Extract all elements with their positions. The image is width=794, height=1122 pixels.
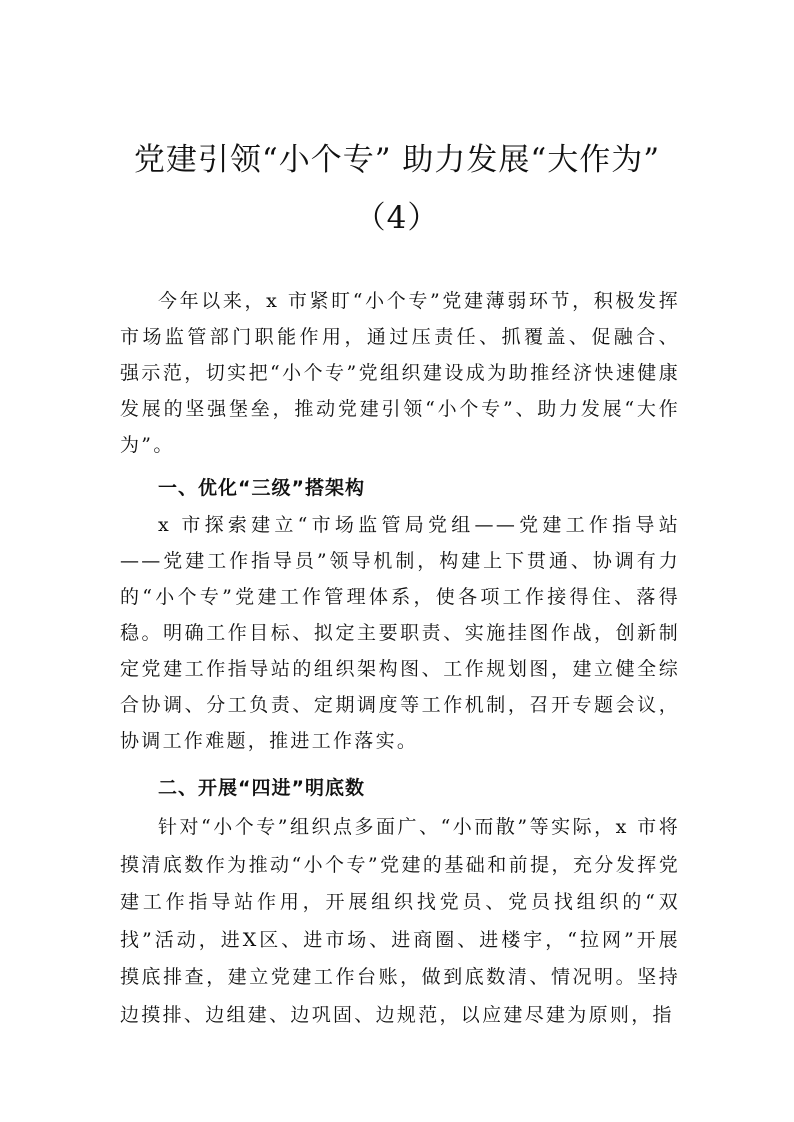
intro-paragraph: 今年以来，x 市紧盯“小个专”党建薄弱环节，积极发挥市场监管部门职能作用，通过压责任、抓覆盖、促融合、 强示范，切实把“小个专”党组织建设成为助推经济快速健康发展的坚强堡垒，推动党建引领“小个专”、助力发展“大作为”。 <box>120 290 680 456</box>
section-paragraph-2: 针对“小个专”组织点多面广、“小而散”等实际，x 市将摸清底数作为推动“小个专”党建的基础和前提，充分发挥党建工作指导站作用，开展组织找党员、党员找组织的“双找”活动，进X区、进市场、进商圈、进楼宇，“拉网”开展摸底排查，建立党建工作台账，做到底数清、情况明。坚持边摸排、边组建、边巩固、边规范，以应建尽建为原则，指 <box>120 816 680 1026</box>
document-title-number: （4） <box>354 200 440 236</box>
document-title: 党建引领“小个专” 助力发展“大作为” <box>133 142 661 178</box>
section-heading-2: 二、开展“四进”明底数 <box>158 777 365 799</box>
section-paragraph-1: x 市探索建立“市场监管局党组——党建工作指导站——党建工作指导员”领导机制，构建上下贯通、协调有力的“小个专”党建工作管理体系，使各项工作接得住、落得稳。明确工作目标、拟定主要职责、实施挂图作战，创新制定党建工作指导站的组织架构图、工作规划图，建立健全综合协调、分工负责、定期调度等工作机制，召开专题会议，协调工作难题，推进工作落实。 <box>120 514 680 752</box>
section-heading-1: 一、优化“三级”搭架构 <box>158 477 365 499</box>
